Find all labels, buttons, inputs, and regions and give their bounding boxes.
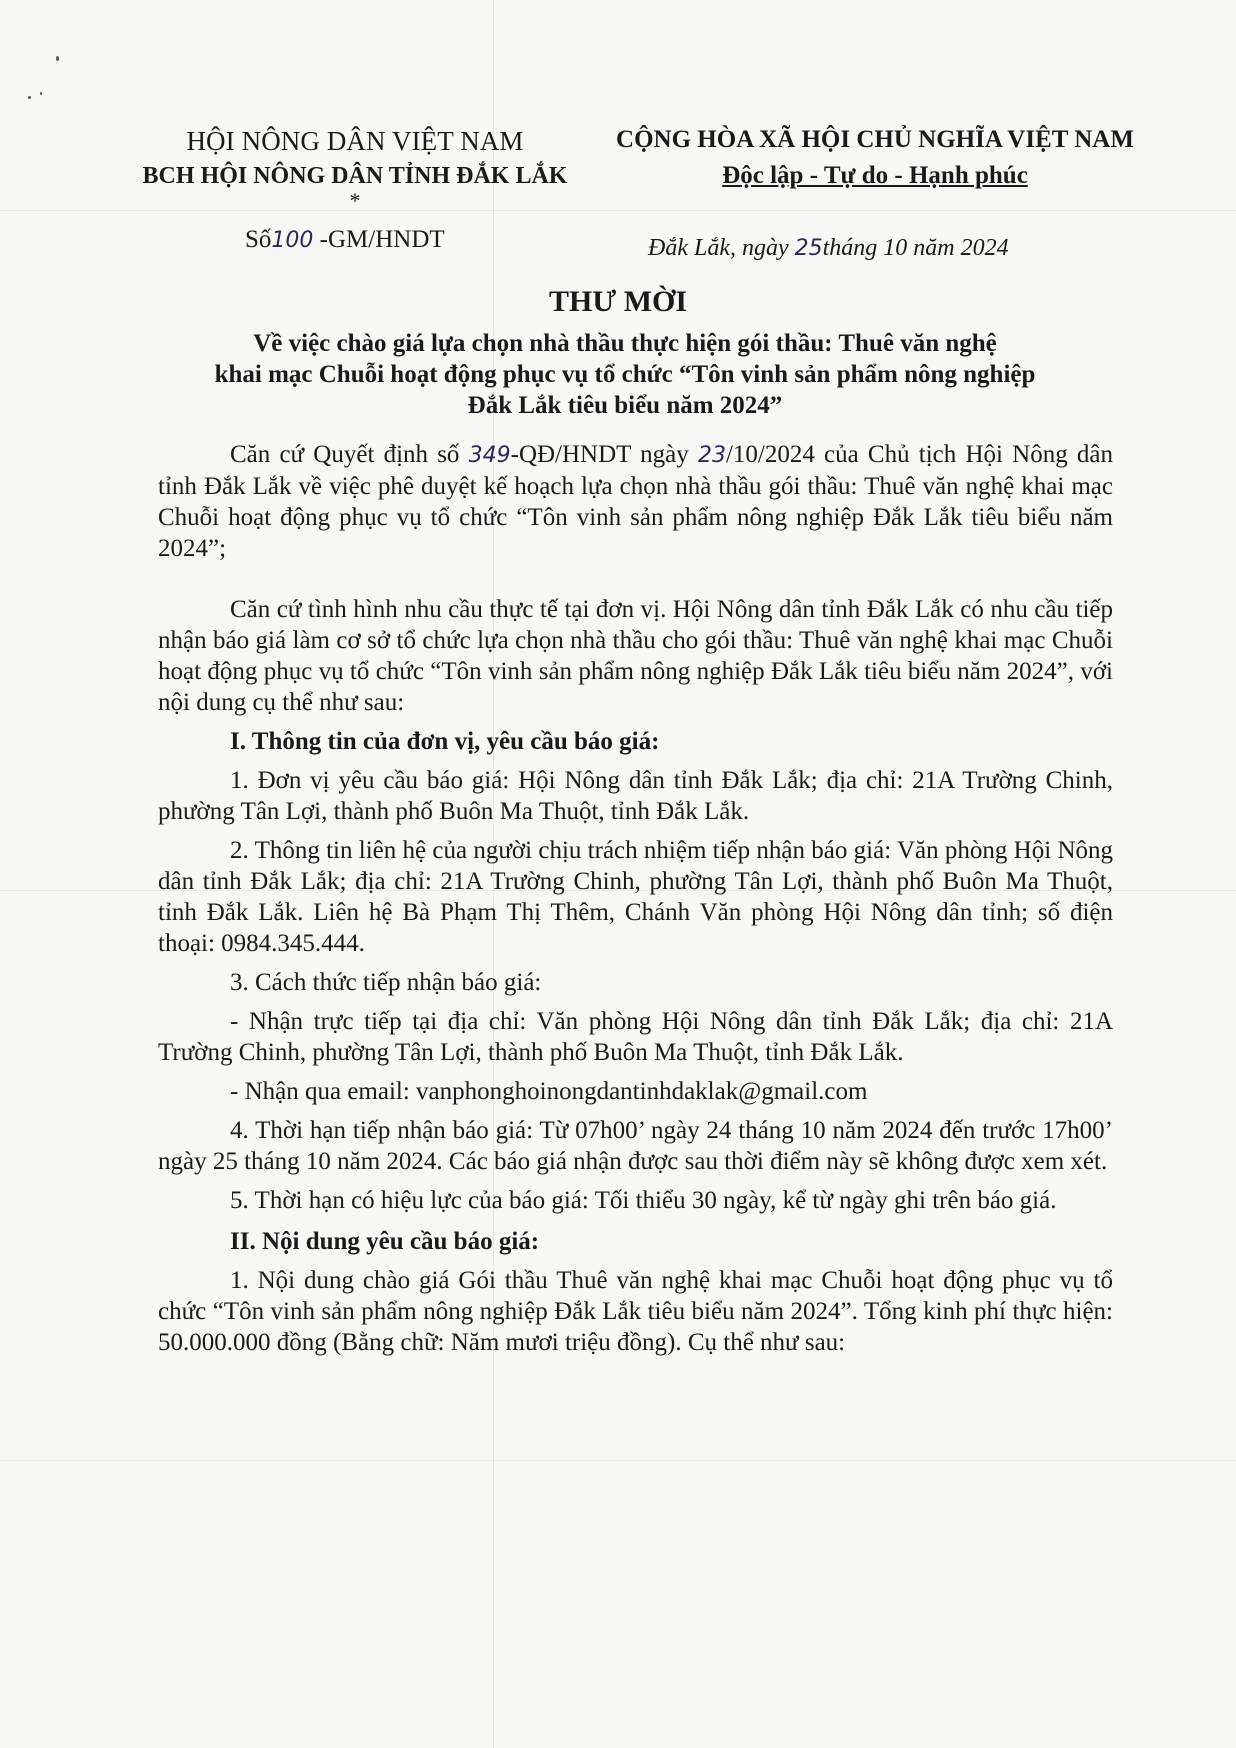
document-body <box>158 439 1113 1366</box>
document-title: THƯ MỜI <box>548 285 688 318</box>
place-date <box>648 235 1009 262</box>
subject-line: khai mạc Chuỗi hoạt động phục vụ tổ chức “Tôn vinh sản phẩm nông nghiệp <box>214 361 1036 388</box>
document-subject <box>130 328 1120 421</box>
email-line: - Nhận qua email: vanphonghoinongdantinhdaklak@gmail.com <box>230 1078 868 1105</box>
list-item: 4. Thời hạn tiếp nhận báo giá: Từ 07h00’ ngày 24 tháng 10 năm 2024 đến trước 17h00’ ngày 25 tháng 10 năm 2024. Các báo giá nhận được sau thời điểm này sẽ không được xem xét. <box>158 1117 1113 1175</box>
place-date-before: Đắk Lắk, ngày <box>648 235 789 261</box>
list-item: 1. Nội dung chào giá Gói thầu Thuê văn nghệ khai mạc Chuỗi hoạt động phục vụ tổ chức “Tôn vinh sản phẩm nông nghiệp Đắk Lắk tiêu biểu năm 2024”. Tổng kinh phí thực hiện: 50.000.000 đồng (Bằng chữ: Năm mươi triệu đồng). Cụ thể như sau: <box>158 1267 1113 1356</box>
handwritten-decision-number: 349 <box>468 443 511 468</box>
basis-text: -QĐ/HNDT ngày <box>510 441 689 468</box>
basis-text: /10/2024 của Chủ tịch Hội Nông dân tỉnh Đắk Lắk về việc phê duyệt kế hoạch lựa chọn nhà thầu gói thầu: Thuê văn nghệ khai mạc Chuỗi hoạt động phục vụ tổ chức “Tôn vinh sản phẩm nông nghiệp Đắk Lắk tiêu biểu năm 2024”; <box>158 441 1113 562</box>
doc-number-suffix: -GM/HNDT <box>319 226 445 253</box>
basis-decision-paragraph <box>158 439 1113 564</box>
list-item: 1. Đơn vị yêu cầu báo giá: Hội Nông dân tỉnh Đắk Lắk; địa chỉ: 21A Trường Chinh, phường Tân Lợi, thành phố Buôn Ma Thuột, tỉnh Đắk Lắk. <box>158 767 1113 825</box>
list-item: 5. Thời hạn có hiệu lực của báo giá: Tối thiểu 30 ngày, kể từ ngày ghi trên báo giá. <box>230 1187 1057 1214</box>
document-number <box>245 226 445 254</box>
basis-needs-paragraph: Căn cứ tình hình nhu cầu thực tế tại đơn vị. Hội Nông dân tỉnh Đắk Lắk có nhu cầu tiếp nhận báo giá làm cơ sở tổ chức lựa chọn nhà thầu cho gói thầu: Thuê văn nghệ khai mạc Chuỗi hoạt động phục vụ tổ chức “Tôn vinh sản phẩm nông nghiệp Đắk Lắk tiêu biểu năm 2024”, với nội dung cụ thể như sau: <box>158 596 1113 716</box>
doc-number-prefix: Số <box>245 226 272 253</box>
national-name: CỘNG HÒA XÃ HỘI CHỦ NGHĨA VIỆT NAM <box>616 126 1134 153</box>
list-item: - Nhận trực tiếp tại địa chỉ: Văn phòng Hội Nông dân tỉnh Đắk Lắk; địa chỉ: 21A Trường Chinh, phường Tân Lợi, thành phố Buôn Ma Thuột, tỉnh Đắk Lắk. <box>158 1008 1113 1066</box>
section-heading-1: I. Thông tin của đơn vị, yêu cầu báo giá: <box>230 728 660 755</box>
scan-speck <box>28 96 31 99</box>
star-separator: * <box>349 188 361 213</box>
subject-line: Về việc chào giá lựa chọn nhà thầu thực hiện gói thầu: Thuê văn nghệ <box>253 330 997 357</box>
handwritten-decision-day: 23 <box>697 443 726 468</box>
subject-line: Đắk Lắk tiêu biểu năm 2024” <box>467 392 783 419</box>
scan-speck <box>40 92 42 95</box>
issuing-organization <box>120 126 590 214</box>
section-heading-2: II. Nội dung yêu cầu báo giá: <box>230 1228 540 1255</box>
basis-text: Căn cứ Quyết định số <box>230 441 460 468</box>
parent-organization: HỘI NÔNG DÂN VIỆT NAM <box>186 126 524 156</box>
issuing-committee: BCH HỘI NÔNG DÂN TỈNH ĐẮK LẮK <box>142 163 568 189</box>
doc-number-handwritten: 100 <box>271 228 314 253</box>
scan-speck <box>56 56 59 61</box>
scan-artifact <box>0 1460 1236 1461</box>
list-item: 2. Thông tin liên hệ của người chịu trách nhiệm tiếp nhận báo giá: Văn phòng Hội Nông dân tỉnh Đắk Lắk; địa chỉ: 21A Trường Chinh, phường Tân Lợi, thành phố Buôn Ma Thuột, tỉnh Đắk Lắk. Liên hệ Bà Phạm Thị Thêm, Chánh Văn phòng Hội Nông dân tỉnh; số điện thoại: 0984.345.444. <box>158 837 1113 957</box>
national-header <box>605 126 1145 190</box>
place-date-after: tháng 10 năm 2024 <box>822 235 1009 261</box>
list-item: 3. Cách thức tiếp nhận báo giá: <box>230 969 542 996</box>
handwritten-day: 25 <box>794 236 823 261</box>
national-motto: Độc lập - Tự do - Hạnh phúc <box>722 162 1028 189</box>
